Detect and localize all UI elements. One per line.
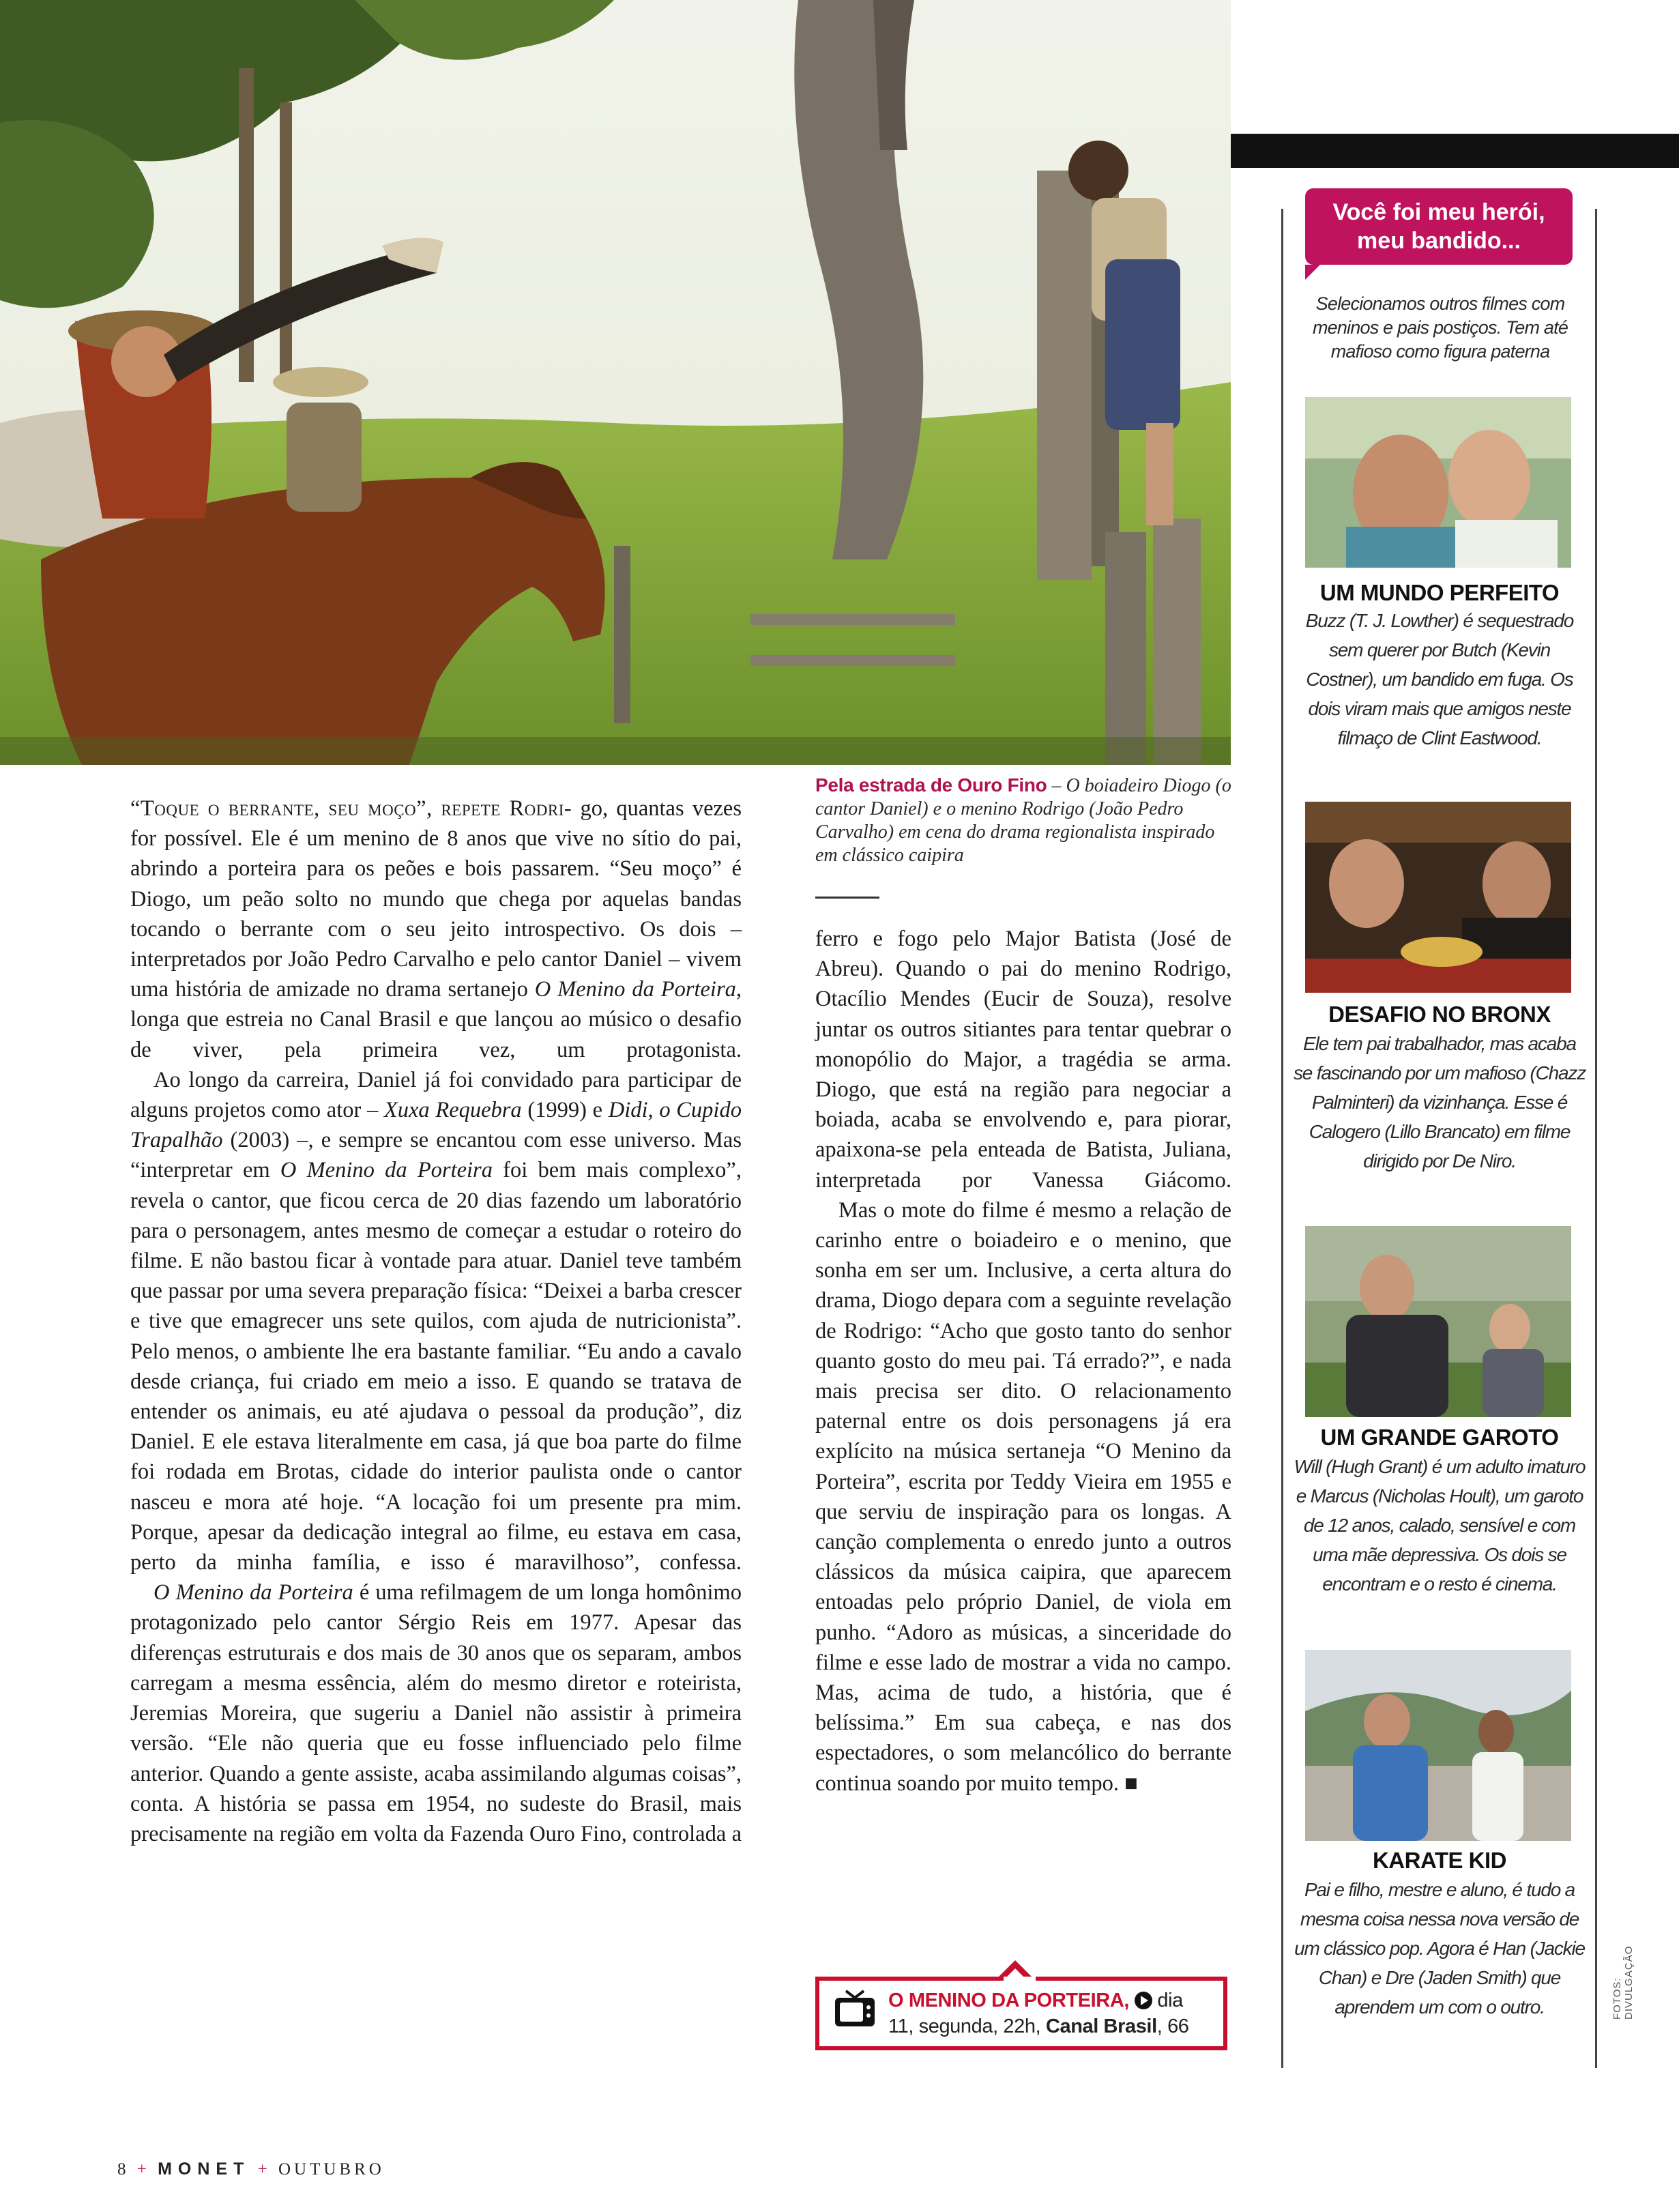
- film-title: O Menino da Porteira: [154, 1580, 353, 1605]
- article-column-1: [130, 794, 742, 1849]
- footer-separator: +: [257, 2160, 271, 2179]
- tv-schedule: 11, segunda, 22h,: [888, 2015, 1041, 2037]
- film-title: DESAFIO NO BRONX: [1328, 1002, 1551, 1027]
- hero-photo: [0, 0, 1231, 765]
- article-paragraph: [815, 1195, 1231, 1799]
- article-column-2: [815, 924, 1231, 1799]
- tv-channel-number: , 66: [1156, 2015, 1189, 2037]
- footer-month: OUTUBRO: [278, 2160, 385, 2179]
- film-title: Xuxa Requebra: [383, 1098, 522, 1123]
- sidebar-rule-left: [1281, 209, 1283, 2068]
- tv-film-title: O MENINO DA PORTEIRA,: [888, 1990, 1130, 2011]
- film-title: O Menino da Porteira: [534, 977, 736, 1002]
- film-description: Will (Hugh Grant) é um adulto imaturo e Marcus (Nicholas Hoult), um garoto de 12 anos, calado, sensível e com uma mãe depressiva. Os dois se encontram e o resto é cinema.: [1294, 1456, 1586, 1595]
- article-paragraph: [815, 924, 1231, 1195]
- sidebar-header: [1305, 188, 1573, 265]
- article-text: go, quantas vezes for possível. Ele é um menino de 8 anos que vive no sítio do pai, abrindo a porteira para os peões e bois passarem. “Seu moço” é Diogo, um peão solto no mundo que chega por aquelas bandas tocando o berrante com o seu jeito introspectivo. Os dois – interpretados por João Pedro Carvalho e pelo cantor Daniel – vivem uma história de amizade no drama sertanejo: [130, 796, 742, 1002]
- film-title: UM GRANDE GAROTO: [1320, 1425, 1559, 1450]
- sidebar-intro: Selecionamos outros filmes com meninos e pais postiços. Tem até mafioso como figura paterna: [1312, 293, 1568, 362]
- film-photo-um-grande-garoto: [1305, 1226, 1571, 1417]
- film-title: UM MUNDO PERFEITO: [1319, 580, 1560, 605]
- article-text: é uma refilmagem de um longa homônimo protagonizado pelo cantor Sérgio Reis em 1977. Apesar das diferenças estruturais e dos mais de 30 anos que os separam, ambos carregam a mesma essência, além do mesmo diretor e roteirista, Jeremias Moreira, que sugeriu a Daniel não assistir à primeira versão. “Ele não queria que eu fosse influenciado pelo filme anterior. Quando a gente assiste, acaba assimilando algumas coisas”, conta. A história se passa em 1954, no sudeste do Brasil, mais precisamente na região em volta da Fazenda Ouro Fino, controlada a: [130, 1580, 742, 1846]
- caption-title: Pela estrada de Ouro Fino: [815, 774, 1047, 796]
- tv-box-top-right: [1036, 1977, 1227, 1981]
- caption-rule: [815, 897, 879, 899]
- caption-text: O boiadeiro Diogo (o cantor Daniel) e o menino Rodrigo (João Pedro Carvalho) em cena do drama regionalista inspirado em clássico caipira: [815, 775, 1231, 866]
- tv-day-label: dia: [1157, 1990, 1183, 2011]
- sidebar-rule-right: [1595, 209, 1597, 2068]
- article-lead: “Toque o berrante, seu moço”, repete Rodri-: [130, 796, 572, 821]
- page-footer: [117, 2159, 385, 2179]
- film-title: Didi, o Cupido Trapalhão: [130, 1098, 742, 1153]
- tv-box-notch-inner: [1004, 1968, 1027, 1980]
- play-icon: [1135, 1992, 1152, 2009]
- tv-box-top-left: [815, 1977, 1004, 1981]
- film-description: Buzz (T. J. Lowther) é sequestrado sem querer por Butch (Kevin Costner), um bandido em fuga. Os dois viram mais que amigos neste filmaço de Clint Eastwood.: [1305, 610, 1574, 748]
- article-paragraph: [130, 1577, 742, 1849]
- article-text: Mas o mote do filme é mesmo a relação de carinho entre o boiadeiro e o menino, que sonha em ser um. Inclusive, a certa altura do drama, Diogo depara com a seguinte revelação de Rodrigo: “Acho que gosto tanto do senhor quanto gosto do meu pai. Tá errado?”, e nada mais precisa ser dito. O relacionamento paternal entre os dois personagens já era explícito na música sertaneja “O Menino da Porteira”, escrita por Teddy Vieira em 1955 e que serviu de inspiração para os longas. A canção complementa o enredo junto a outros clássicos da música caipira, que aparecem entoadas pelo próprio Daniel, de viola em punho. “Adoro as músicas, a sinceridade do filme e esse lado de mostrar a vida no campo. Mas, acima de tudo, a história, que é belíssima.” Em sua cabeça, e nas dos espectadores, o som melancólico do berrante continua soando por muito tempo.: [815, 1197, 1231, 1796]
- film-photo-karate-kid: [1305, 1650, 1571, 1841]
- caption-dash: –: [1047, 775, 1066, 796]
- tv-channel: Canal Brasil: [1045, 2015, 1157, 2037]
- footer-separator: +: [136, 2160, 150, 2179]
- article-text: foi bem mais complexo”, revela o cantor, que ficou cerca de 20 dias fazendo um laboratório para o personagem, antes mesmo de começar a estudar o roteiro do filme. E não bastou ficar à vontade para atuar. Daniel teve também que passar por uma severa preparação física: “Deixei a barba crescer e tive que emagrecer uns sete quilos, com ajuda de nutricionista”. Pelo menos, o ambiente lhe era bastante familiar. “Eu ando a cavalo desde criança, fui criado em meio a isso. E quando se tratava de entender os animais, eu até ajudava o pessoal da produção”, diz Daniel. E ele estava literalmente em casa, já que boa parte do filme foi rodada em Brotas, cidade do interior paulista onde o cantor nasceu e mora até hoje. “A locação foi um presente pra mim. Porque, apesar da dedicação integral ao filme, eu estava em casa, perto da minha família, e isso é maravilhoso”, confessa.: [130, 1158, 742, 1575]
- film-photo-desafio-no-bronx: [1305, 802, 1571, 993]
- article-text: Ao longo da carreira, Daniel já foi convidado para participar de alguns projetos como ator –: [130, 1067, 742, 1123]
- photo-credit: FOTOS: DIVULGAÇÃO: [1611, 1945, 1635, 2020]
- sidebar-header-arrow: [1305, 265, 1320, 280]
- film-title: O Menino da Porteira: [280, 1158, 493, 1183]
- magazine-name: MONET: [158, 2159, 250, 2179]
- film-description: Ele tem pai trabalhador, mas acaba se fascinando por um mafioso (Chazz Palminteri) da vizinhança. Esse é Calogero (Lillo Brancato) em filme dirigido por De Niro.: [1294, 1033, 1586, 1172]
- article-paragraph: [130, 794, 742, 1065]
- film-photo-um-mundo-perfeito: [1305, 397, 1571, 568]
- film-description: Pai e filho, mestre e aluno, é tudo a mesma coisa nessa nova versão de um clássico pop. Agora é Han (Jackie Chan) e Dre (Jaden Smith) que aprendem um com o outro.: [1294, 1879, 1585, 2018]
- sidebar-header-line: Você foi meu herói,: [1332, 199, 1545, 225]
- tv-listing-text: [888, 1988, 1225, 2039]
- film-title: KARATE KID: [1372, 1848, 1507, 1873]
- article-text: , longa que estreia no Canal Brasil e que lançou ao músico o desafio de viver, pela primeira vez, um protagonista.: [130, 977, 742, 1062]
- tv-icon: [834, 1990, 876, 2033]
- sidebar-header-line: meu bandido...: [1357, 228, 1521, 254]
- article-text: (1999) e: [521, 1098, 609, 1123]
- article-text: ferro e fogo pelo Major Batista (José de Abreu). Quando o pai do menino Rodrigo, Otacílio Mendes (Eucir de Souza), resolve juntar os outros sitiantes para tentar quebrar o monopólio do Major, a tragédia se arma. Diogo, que está na região para negociar a boiada, acaba se envolvendo e, para piorar, apaixona-se pela enteada de Batista, Juliana, interpretada por Vanessa Giácomo.: [815, 927, 1231, 1193]
- header-band: [1231, 134, 1679, 168]
- photo-caption: [815, 774, 1231, 867]
- article-paragraph: [130, 1065, 742, 1577]
- article-text: (2003) –, e sempre se encantou com esse universo. Mas “interpretar em: [130, 1128, 742, 1183]
- page-number: 8: [117, 2160, 130, 2179]
- end-mark: ■: [1124, 1771, 1138, 1796]
